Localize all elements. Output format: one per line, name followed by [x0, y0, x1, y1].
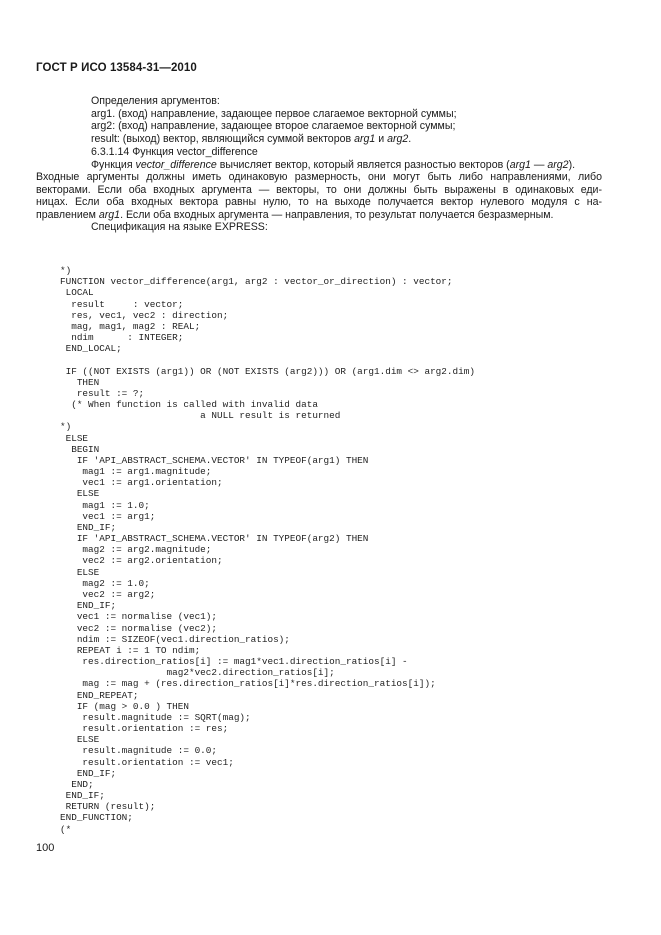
code-line: mag1 := arg1.magnitude;	[60, 466, 212, 478]
page-number: 100	[36, 842, 55, 854]
code-line: END_IF;	[60, 600, 117, 612]
code-line: vec2 := arg2.orientation;	[60, 555, 223, 567]
p1-function-name: vector_difference	[135, 158, 217, 171]
code-line: BEGIN	[60, 443, 100, 455]
code-line: ELSE	[60, 566, 100, 578]
code-line: mag2*vec2.direction_ratios[i];	[60, 667, 335, 679]
code-line: vec1 := arg1.orientation;	[60, 477, 223, 489]
code-line: END;	[60, 778, 94, 790]
code-line: END_FUNCTION;	[60, 812, 133, 824]
p1-arg1: arg1	[509, 158, 531, 171]
code-line: FUNCTION vector_difference(arg1, arg2 : vector_or_direction) : vector;	[60, 276, 453, 288]
code-line: vec1 := arg1;	[60, 510, 156, 522]
express-code-listing	[60, 265, 475, 835]
code-line: a NULL result is returned	[60, 410, 341, 422]
code-line: RETURN (result);	[60, 801, 156, 813]
code-line: (*	[60, 823, 72, 835]
document-header: ГОСТ Р ИСО 13584-31—2010	[36, 62, 197, 74]
result-arg1: arg1	[354, 132, 376, 145]
section-heading: 6.3.1.14 Функция vector_difference	[91, 146, 258, 158]
code-line: ELSE	[60, 432, 89, 444]
code-line: END_REPEAT;	[60, 689, 139, 701]
p1-dash: —	[530, 158, 548, 171]
code-line: result.orientation := res;	[60, 723, 229, 735]
code-line: result.magnitude := 0.0;	[60, 745, 218, 757]
code-line: mag1 := 1.0;	[60, 499, 150, 511]
code-line: result : vector;	[60, 298, 184, 310]
result-conj: и	[375, 132, 388, 145]
result-text: result: (выход) вектор, являющийся суммой векторов	[91, 132, 355, 145]
p1-text-a: Функция	[91, 158, 136, 171]
code-line	[60, 354, 475, 365]
code-line: *)	[60, 421, 72, 433]
specification-label: Спецификация на языке EXPRESS:	[91, 221, 268, 233]
result-end: .	[408, 132, 412, 145]
document-body	[36, 95, 602, 234]
code-line: (* When function is called with invalid data	[60, 399, 318, 411]
argument-arg1: arg1. (вход) направление, задающее первое слагаемое векторной суммы;	[91, 107, 457, 120]
code-line: IF (mag > 0.0 ) THEN	[60, 700, 189, 712]
code-line: vec2 := normalise (vec2);	[60, 622, 218, 634]
code-line: IF 'API_ABSTRACT_SCHEMA.VECTOR' IN TYPEOF(arg1) THEN	[60, 454, 369, 466]
code-line: result := ?;	[60, 387, 145, 399]
code-line: IF ((NOT EXISTS (arg1)) OR (NOT EXISTS (arg2))) OR (arg1.dim <> arg2.dim)	[60, 365, 475, 377]
code-line: REPEAT i := 1 TO ndim;	[60, 644, 201, 656]
code-line: vec1 := normalise (vec1);	[60, 611, 218, 623]
paragraph-line-1	[36, 159, 602, 172]
code-line: ndim : INTEGER;	[60, 332, 184, 344]
p1-arg2: arg2	[547, 158, 569, 171]
code-line: THEN	[60, 376, 100, 388]
l5-text-a: правлением	[36, 208, 99, 221]
code-line: LOCAL	[60, 287, 94, 299]
code-line: result.magnitude := SQRT(mag);	[60, 711, 251, 723]
paragraph-line-2: Входные аргументы должны иметь одинаковую размерность, они могут быть либо направлениями, либо	[36, 171, 602, 183]
code-line: mag2 := 1.0;	[60, 577, 150, 589]
paragraph-line-5	[36, 209, 602, 222]
p1-text-b: вычисляет вектор, который является разностью векторов (	[216, 158, 510, 171]
argument-result	[36, 133, 602, 146]
code-line: res.direction_ratios[i] := mag1*vec1.direction_ratios[i] -	[60, 656, 408, 668]
code-line: END_LOCAL;	[60, 343, 122, 355]
code-line: *)	[60, 265, 72, 276]
arguments-title: Определения аргументов:	[91, 95, 220, 107]
code-line: ndim := SIZEOF(vec1.direction_ratios);	[60, 633, 290, 645]
argument-arg2: arg2: (вход) направление, задающее второе слагаемое векторной суммы;	[91, 120, 456, 132]
result-arg2: arg2	[387, 132, 409, 145]
p1-text-c: ).	[568, 158, 576, 171]
code-line: END_IF;	[60, 790, 105, 802]
code-line: res, vec1, vec2 : direction;	[60, 309, 229, 321]
code-line: result.orientation := vec1;	[60, 756, 234, 768]
paragraph-line-3: векторами. Если оба входных аргумента — векторы, то они должны быть выражены в одинаковых еди-	[36, 183, 602, 196]
code-line: END_IF;	[60, 767, 117, 779]
l5-arg1: arg1	[98, 208, 121, 221]
paragraph-line-4: ницах. Если оба входных вектора равны нулю, то на выходе получается вектор нулевого модуля с на-	[36, 196, 602, 208]
code-line: END_IF;	[60, 521, 117, 533]
code-line: mag, mag1, mag2 : REAL;	[60, 320, 201, 332]
code-line: ELSE	[60, 488, 100, 500]
code-line: mag2 := arg2.magnitude;	[60, 544, 212, 556]
code-line: IF 'API_ABSTRACT_SCHEMA.VECTOR' IN TYPEOF(arg2) THEN	[60, 533, 369, 545]
l5-text-b: . Если оба входных аргумента — направления, то результат получается безразмерным.	[120, 208, 554, 221]
code-line: vec2 := arg2;	[60, 588, 156, 600]
code-line: mag := mag + (res.direction_ratios[i]*res.direction_ratios[i]);	[60, 678, 436, 690]
code-line: ELSE	[60, 734, 100, 746]
